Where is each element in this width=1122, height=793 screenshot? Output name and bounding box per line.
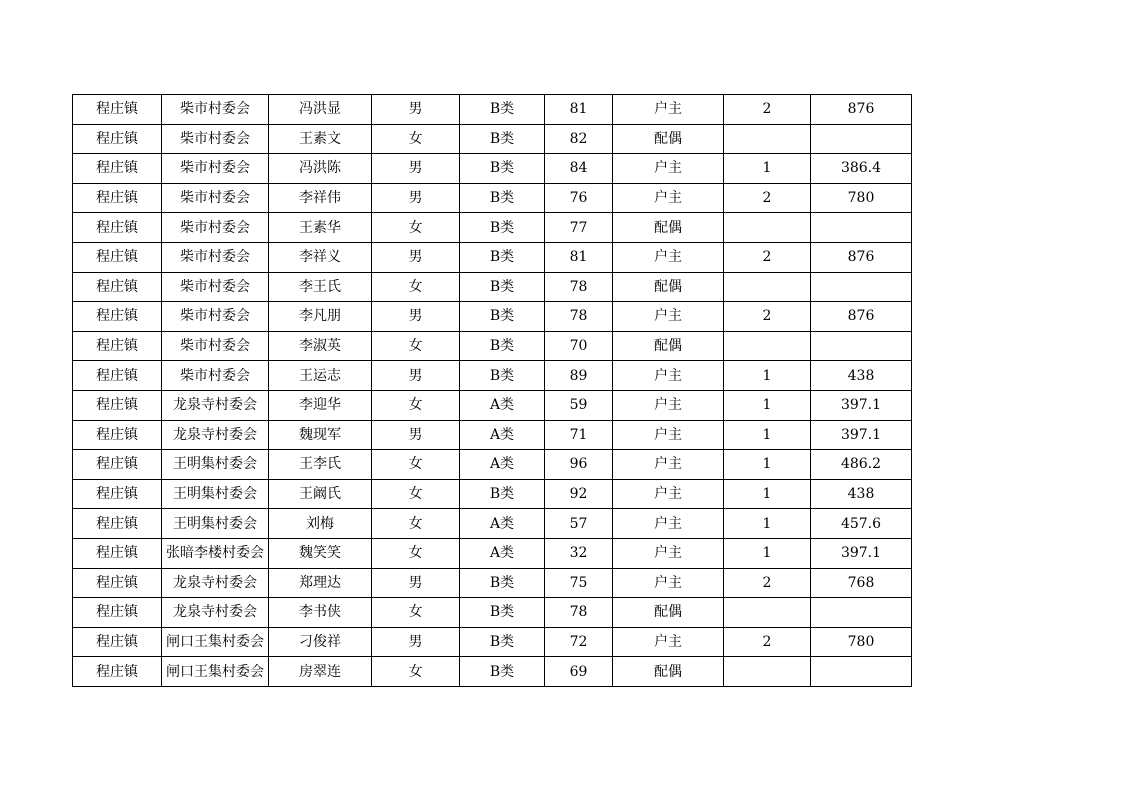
table-row [73,361,912,391]
name-cell: 李王氏 [269,272,372,302]
age-cell: 70 [545,331,613,361]
category-cell: B类 [460,479,545,509]
age-cell: 75 [545,568,613,598]
town-cell: 程庄镇 [73,124,162,154]
table-row [73,450,912,480]
household-size-cell: 2 [724,302,811,332]
village-cell: 龙泉寺村委会 [162,598,269,628]
relation-cell: 配偶 [613,272,724,302]
town-cell: 程庄镇 [73,242,162,272]
town-cell: 程庄镇 [73,538,162,568]
household-size-cell [724,272,811,302]
name-cell: 房翠连 [269,657,372,687]
age-cell: 76 [545,183,613,213]
name-cell: 李迎华 [269,390,372,420]
gender-cell: 女 [372,124,460,154]
table-row [73,95,912,125]
household-size-cell [724,598,811,628]
age-cell: 78 [545,598,613,628]
relation-cell: 户主 [613,302,724,332]
table-row [73,331,912,361]
table-row [73,538,912,568]
town-cell: 程庄镇 [73,420,162,450]
amount-cell: 876 [811,95,912,125]
household-size-cell [724,213,811,243]
name-cell: 王素文 [269,124,372,154]
name-cell: 王阚氏 [269,479,372,509]
name-cell: 李祥伟 [269,183,372,213]
town-cell: 程庄镇 [73,95,162,125]
household-size-cell: 1 [724,390,811,420]
category-cell: B类 [460,242,545,272]
village-cell: 柴市村委会 [162,124,269,154]
household-size-cell: 1 [724,154,811,184]
gender-cell: 女 [372,213,460,243]
village-cell: 柴市村委会 [162,95,269,125]
village-cell: 龙泉寺村委会 [162,390,269,420]
category-cell: B类 [460,95,545,125]
category-cell: B类 [460,598,545,628]
relation-cell: 配偶 [613,124,724,154]
amount-cell [811,213,912,243]
gender-cell: 女 [372,509,460,539]
village-cell: 张暗李楼村委会 [162,538,269,568]
table-row [73,627,912,657]
age-cell: 57 [545,509,613,539]
category-cell: B类 [460,302,545,332]
relation-cell: 户主 [613,361,724,391]
table-row [73,509,912,539]
village-cell: 王明集村委会 [162,479,269,509]
age-cell: 78 [545,272,613,302]
age-cell: 32 [545,538,613,568]
age-cell: 84 [545,154,613,184]
amount-cell: 397.1 [811,538,912,568]
table-row [73,479,912,509]
category-cell: A类 [460,390,545,420]
village-cell: 柴市村委会 [162,302,269,332]
amount-cell [811,331,912,361]
village-cell: 柴市村委会 [162,154,269,184]
table-row [73,302,912,332]
gender-cell: 女 [372,272,460,302]
amount-cell [811,124,912,154]
town-cell: 程庄镇 [73,154,162,184]
village-cell: 柴市村委会 [162,213,269,243]
age-cell: 72 [545,627,613,657]
relation-cell: 户主 [613,420,724,450]
amount-cell: 386.4 [811,154,912,184]
relation-cell: 户主 [613,154,724,184]
category-cell: A类 [460,450,545,480]
relation-cell: 配偶 [613,213,724,243]
town-cell: 程庄镇 [73,183,162,213]
town-cell: 程庄镇 [73,450,162,480]
amount-cell [811,598,912,628]
age-cell: 82 [545,124,613,154]
town-cell: 程庄镇 [73,657,162,687]
village-cell: 柴市村委会 [162,242,269,272]
household-size-cell [724,657,811,687]
relation-cell: 户主 [613,450,724,480]
household-size-cell: 1 [724,479,811,509]
household-size-cell: 1 [724,509,811,539]
table-row [73,657,912,687]
relation-cell: 户主 [613,183,724,213]
age-cell: 96 [545,450,613,480]
gender-cell: 女 [372,657,460,687]
age-cell: 81 [545,95,613,125]
relation-cell: 配偶 [613,657,724,687]
gender-cell: 男 [372,627,460,657]
amount-cell: 397.1 [811,420,912,450]
amount-cell [811,657,912,687]
category-cell: A类 [460,509,545,539]
category-cell: B类 [460,331,545,361]
relation-cell: 户主 [613,95,724,125]
category-cell: B类 [460,657,545,687]
category-cell: B类 [460,213,545,243]
village-cell: 柴市村委会 [162,272,269,302]
gender-cell: 女 [372,479,460,509]
table-row [73,213,912,243]
town-cell: 程庄镇 [73,509,162,539]
town-cell: 程庄镇 [73,331,162,361]
household-size-cell: 1 [724,450,811,480]
relation-cell: 户主 [613,509,724,539]
age-cell: 78 [545,302,613,332]
name-cell: 李书侠 [269,598,372,628]
household-size-cell: 2 [724,242,811,272]
relation-cell: 户主 [613,390,724,420]
gender-cell: 男 [372,183,460,213]
village-cell: 闸口王集村委会 [162,627,269,657]
table-row [73,272,912,302]
name-cell: 李凡朋 [269,302,372,332]
category-cell: A类 [460,538,545,568]
relation-cell: 配偶 [613,598,724,628]
town-cell: 程庄镇 [73,272,162,302]
relation-cell: 户主 [613,627,724,657]
gender-cell: 男 [372,154,460,184]
category-cell: B类 [460,124,545,154]
name-cell: 李淑英 [269,331,372,361]
table-row [73,154,912,184]
gender-cell: 男 [372,568,460,598]
table-row [73,568,912,598]
amount-cell: 768 [811,568,912,598]
household-size-cell [724,124,811,154]
relation-cell: 户主 [613,242,724,272]
amount-cell [811,272,912,302]
relation-cell: 户主 [613,568,724,598]
name-cell: 冯洪显 [269,95,372,125]
town-cell: 程庄镇 [73,479,162,509]
table-body [73,95,912,687]
age-cell: 69 [545,657,613,687]
village-cell: 柴市村委会 [162,183,269,213]
town-cell: 程庄镇 [73,598,162,628]
table-row [73,242,912,272]
household-size-cell: 2 [724,627,811,657]
gender-cell: 男 [372,242,460,272]
age-cell: 89 [545,361,613,391]
amount-cell: 438 [811,361,912,391]
relation-cell: 户主 [613,479,724,509]
gender-cell: 男 [372,420,460,450]
village-cell: 柴市村委会 [162,331,269,361]
table-row [73,183,912,213]
household-size-cell: 1 [724,420,811,450]
category-cell: B类 [460,568,545,598]
category-cell: B类 [460,183,545,213]
name-cell: 郑理达 [269,568,372,598]
gender-cell: 女 [372,450,460,480]
category-cell: B类 [460,627,545,657]
amount-cell: 780 [811,627,912,657]
household-size-cell: 1 [724,361,811,391]
town-cell: 程庄镇 [73,568,162,598]
gender-cell: 女 [372,598,460,628]
name-cell: 冯洪陈 [269,154,372,184]
gender-cell: 女 [372,538,460,568]
name-cell: 王素华 [269,213,372,243]
household-size-cell: 2 [724,568,811,598]
village-cell: 闸口王集村委会 [162,657,269,687]
table-row [73,598,912,628]
gender-cell: 男 [372,95,460,125]
category-cell: B类 [460,272,545,302]
amount-cell: 397.1 [811,390,912,420]
relation-cell: 户主 [613,538,724,568]
village-cell: 龙泉寺村委会 [162,420,269,450]
town-cell: 程庄镇 [73,213,162,243]
gender-cell: 男 [372,302,460,332]
gender-cell: 男 [372,361,460,391]
town-cell: 程庄镇 [73,361,162,391]
name-cell: 王运志 [269,361,372,391]
amount-cell: 438 [811,479,912,509]
name-cell: 魏现军 [269,420,372,450]
amount-cell: 876 [811,242,912,272]
name-cell: 魏笑笑 [269,538,372,568]
name-cell: 刁俊祥 [269,627,372,657]
category-cell: A类 [460,420,545,450]
village-cell: 柴市村委会 [162,361,269,391]
name-cell: 李祥义 [269,242,372,272]
town-cell: 程庄镇 [73,390,162,420]
town-cell: 程庄镇 [73,302,162,332]
name-cell: 刘梅 [269,509,372,539]
name-cell: 王李氏 [269,450,372,480]
relation-cell: 配偶 [613,331,724,361]
data-table [72,94,912,687]
age-cell: 71 [545,420,613,450]
category-cell: B类 [460,361,545,391]
table-row [73,390,912,420]
household-size-cell: 2 [724,183,811,213]
age-cell: 77 [545,213,613,243]
household-size-cell: 2 [724,95,811,125]
amount-cell: 486.2 [811,450,912,480]
amount-cell: 457.6 [811,509,912,539]
category-cell: B类 [460,154,545,184]
household-size-cell [724,331,811,361]
age-cell: 92 [545,479,613,509]
gender-cell: 女 [372,390,460,420]
amount-cell: 780 [811,183,912,213]
village-cell: 王明集村委会 [162,509,269,539]
table-row [73,124,912,154]
table-row [73,420,912,450]
age-cell: 59 [545,390,613,420]
town-cell: 程庄镇 [73,627,162,657]
village-cell: 龙泉寺村委会 [162,568,269,598]
gender-cell: 女 [372,331,460,361]
age-cell: 81 [545,242,613,272]
amount-cell: 876 [811,302,912,332]
village-cell: 王明集村委会 [162,450,269,480]
household-size-cell: 1 [724,538,811,568]
